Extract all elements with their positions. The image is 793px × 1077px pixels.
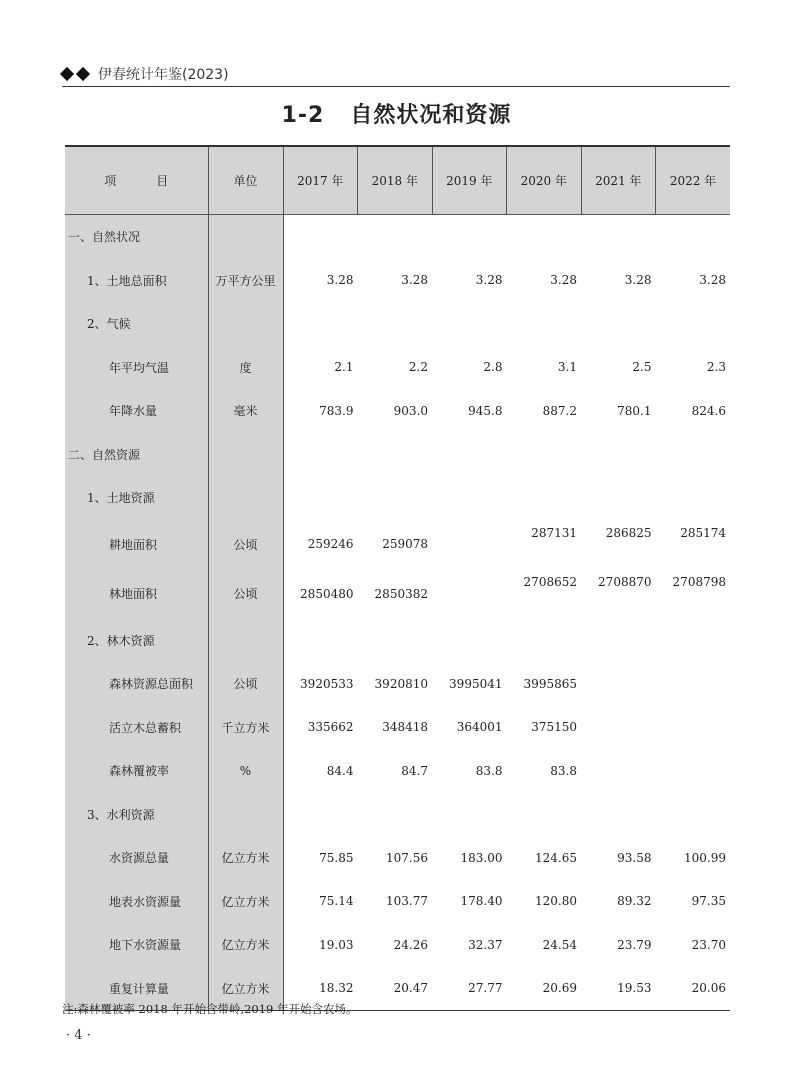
row-value: 27.77 [432,967,507,1011]
row-value: 23.79 [617,937,652,952]
table-row [65,520,730,570]
row-value [656,706,731,750]
row-value: 287131 [531,525,577,540]
row-value: 178.40 [460,894,503,909]
row-unit: % [208,749,283,793]
row-value: 93.58 [617,850,652,865]
row-value [581,619,656,663]
row-value [507,433,582,477]
row-value [283,215,358,259]
row-value: 2.5 [632,360,652,375]
row-unit: 万平方公里 [208,259,283,303]
row-value: 19.03 [319,937,354,952]
row-value [507,619,582,663]
header-item: 项 目 [65,146,208,215]
row-unit: 毫米 [208,389,283,433]
row-value [358,619,433,663]
table-row [65,215,730,259]
row-value: 3.28 [624,273,652,288]
header-year: 2018 年 [358,146,433,215]
row-value: 18.32 [283,967,358,1011]
row-label: 森林覆被率 [65,749,208,793]
row-value [358,793,433,837]
row-unit: 亿立方米 [208,923,283,967]
row-value: 97.35 [691,894,726,909]
row-value [432,215,507,259]
row-value: 107.56 [386,850,428,865]
row-label: 2、林木资源 [65,619,208,663]
table-row [65,476,730,520]
row-value [283,302,358,346]
row-unit [208,433,283,477]
table-row [65,793,730,837]
row-value: 3995865 [523,676,577,691]
row-value [581,706,656,750]
table-row [65,923,730,967]
row-label: 地下水资源量 [65,923,208,967]
header-year: 2020 年 [507,146,582,215]
row-unit: 公顷 [208,662,283,706]
table-title: 自然状况和资源 [350,103,512,128]
table-row [65,706,730,750]
row-value: 24.54 [542,937,577,952]
row-value: 259078 [382,537,428,552]
row-value [283,433,358,477]
row-value [581,662,656,706]
row-value: 3995041 [449,676,503,691]
header-year: 2021 年 [581,146,656,215]
row-value [432,302,507,346]
header-year: 2019 年 [432,146,507,215]
row-label: 活立木总蓄积 [65,706,208,750]
row-value [507,793,582,837]
row-value: 103.77 [386,894,428,909]
row-value [283,476,358,520]
running-header-text: 伊春统计年鉴(2023) [98,67,229,83]
table-row [65,619,730,663]
row-unit: 亿立方米 [208,880,283,924]
diamond-icon [76,67,90,81]
row-value: 100.99 [684,850,726,865]
row-label: 地表水资源量 [65,880,208,924]
row-value [432,569,507,619]
row-value: 3920810 [374,676,428,691]
row-value [358,215,433,259]
row-value: 2850382 [374,586,428,601]
row-value: 2.8 [483,360,503,375]
row-value: 3.1 [557,360,577,375]
row-value [656,215,731,259]
row-value [656,302,731,346]
row-value: 20.06 [656,967,731,1011]
footnote: 注:森林覆被率 2018 年开始含带岭,2019 年开始含农场。 [62,1002,358,1016]
row-value [581,215,656,259]
row-value: 3920533 [300,676,354,691]
row-value: 20.69 [507,967,582,1011]
row-unit: 亿立方米 [208,967,283,1011]
row-value [656,476,731,520]
row-value: 124.65 [535,850,577,865]
row-value: 903.0 [393,403,428,418]
row-value [656,793,731,837]
table-body [65,215,730,1011]
row-value: 2.1 [334,360,354,375]
row-unit [208,793,283,837]
row-value [507,476,582,520]
row-label: 一、自然状况 [65,215,208,259]
row-value: 20.47 [358,967,433,1011]
row-label: 耕地面积 [65,520,208,570]
row-value [507,215,582,259]
row-value: 2708798 [672,575,726,589]
row-value: 259246 [307,537,354,552]
row-value [432,619,507,663]
row-value: 83.8 [475,763,503,778]
table-row [65,662,730,706]
header-unit: 单位 [208,146,283,215]
row-unit [208,215,283,259]
table-row [65,346,730,390]
row-value [283,793,358,837]
row-value [432,476,507,520]
row-value [432,793,507,837]
table-row [65,880,730,924]
row-value [358,476,433,520]
page-number: · 4 · [66,1028,91,1043]
row-value: 32.37 [468,937,503,952]
row-unit: 亿立方米 [208,836,283,880]
table-row [65,433,730,477]
row-value [581,793,656,837]
row-value: 364001 [456,720,503,735]
row-value: 348418 [382,720,428,735]
row-value [507,302,582,346]
row-value [656,619,731,663]
table-row [65,569,730,619]
row-value: 887.2 [542,403,577,418]
row-value [581,302,656,346]
row-label: 重复计算量 [65,967,208,1011]
row-value: 783.9 [319,403,354,418]
row-value [581,476,656,520]
header-year: 2022 年 [656,146,731,215]
row-label: 二、自然资源 [65,433,208,477]
row-label: 1、土地总面积 [65,259,208,303]
table-row [65,302,730,346]
row-label: 3、水利资源 [65,793,208,837]
row-label: 森林资源总面积 [65,662,208,706]
row-value [283,619,358,663]
row-value: 75.85 [319,850,354,865]
row-value [656,662,731,706]
table-row [65,259,730,303]
row-label: 年平均气温 [65,346,208,390]
row-value: 2708870 [598,575,652,589]
row-unit: 度 [208,346,283,390]
row-value: 286825 [605,525,652,540]
row-label: 林地面积 [65,569,208,619]
row-value: 89.32 [617,894,652,909]
header-year: 2017 年 [283,146,358,215]
row-value: 3.28 [699,273,726,288]
row-label: 2、气候 [65,302,208,346]
row-value: 375150 [531,720,577,735]
row-value: 183.00 [460,850,503,865]
table-header-row [65,146,730,215]
row-unit [208,476,283,520]
row-value: 3.28 [475,273,503,288]
row-value: 84.7 [401,763,428,778]
row-label: 年降水量 [65,389,208,433]
row-value: 120.80 [535,894,577,909]
row-value: 75.14 [319,894,354,909]
row-value: 3.28 [550,273,577,288]
row-value: 23.70 [691,937,726,952]
row-value: 2708652 [523,575,577,589]
row-value: 84.4 [326,763,354,778]
row-label: 1、土地资源 [65,476,208,520]
row-unit: 公顷 [208,569,283,619]
diamond-icon [60,67,74,81]
header-rule [62,86,730,87]
row-value [656,749,731,793]
table-row [65,389,730,433]
row-unit: 公顷 [208,520,283,570]
row-value: 285174 [680,525,726,540]
row-value [656,433,731,477]
row-label: 水资源总量 [65,836,208,880]
row-value: 945.8 [468,403,503,418]
table-row [65,749,730,793]
row-value: 83.8 [550,763,577,778]
row-value [432,433,507,477]
row-value: 19.53 [581,967,656,1011]
row-value [432,520,507,570]
row-unit [208,302,283,346]
table-number: 1-2 [281,103,325,128]
row-value [581,749,656,793]
table-row [65,836,730,880]
row-value: 3.28 [401,273,428,288]
row-unit: 千立方米 [208,706,283,750]
row-value: 2.2 [408,360,428,375]
row-value: 780.1 [617,403,652,418]
row-value: 824.6 [691,403,726,418]
page-title [0,98,793,129]
row-unit [208,619,283,663]
statistics-table [65,145,730,1011]
row-value: 24.26 [393,937,428,952]
row-value: 3.28 [326,273,354,288]
row-value [581,433,656,477]
row-value [358,302,433,346]
running-header [62,64,229,84]
row-value: 335662 [307,720,354,735]
row-value [358,433,433,477]
row-value: 2.3 [706,360,726,375]
row-value: 2850480 [300,586,354,601]
